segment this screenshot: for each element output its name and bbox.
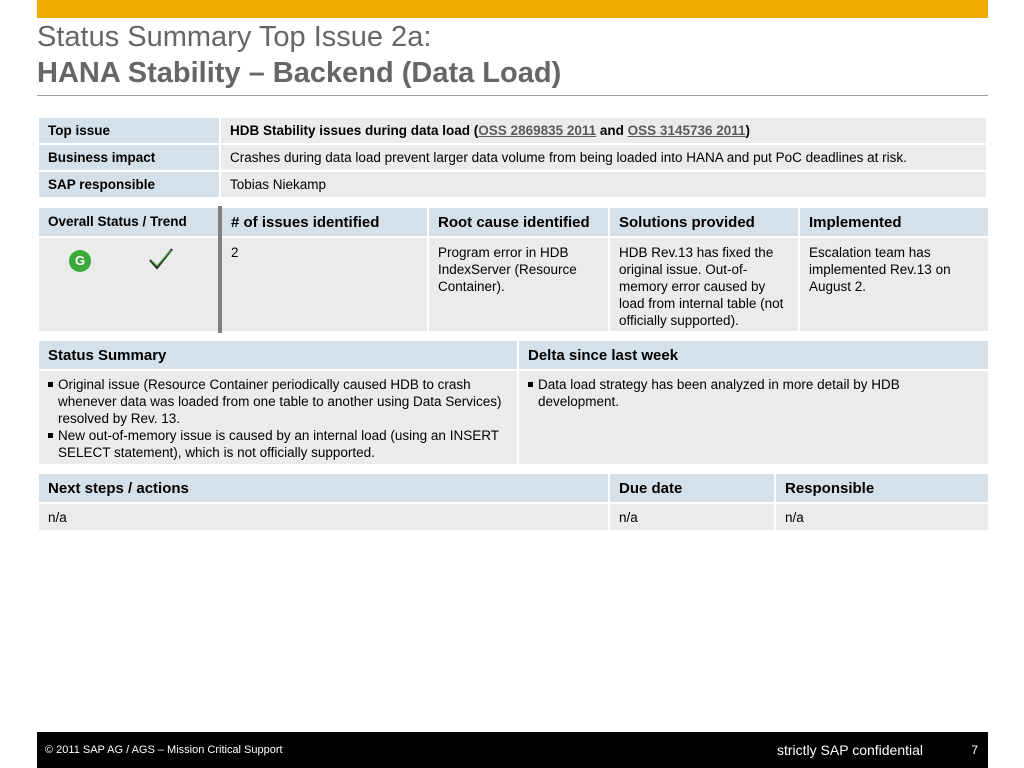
due-date-header: Due date — [609, 473, 775, 503]
overall-status-cell — [38, 237, 220, 332]
due-date-cell: n/a — [609, 503, 775, 531]
next-steps-table — [37, 472, 990, 532]
responsible-cell: n/a — [775, 503, 989, 531]
list-item: New out-of-memory issue is caused by an internal load (using an INSERT SELECT statement), which is not officially supported. — [48, 427, 508, 461]
oss-link-2[interactable]: OSS 3145736 2011 — [627, 123, 746, 138]
title-line-2: HANA Stability – Backend (Data Load) — [37, 57, 562, 89]
status-summary-cell — [38, 370, 518, 465]
footer-bar — [37, 732, 988, 768]
top-issue-value — [220, 117, 987, 144]
table-header-row — [38, 207, 989, 237]
status-badge: G — [69, 250, 91, 272]
status-summary-table — [37, 339, 990, 466]
table-row — [38, 144, 987, 171]
accent-bar — [37, 0, 988, 18]
responsible-header: Responsible — [775, 473, 989, 503]
top-issue-label: Top issue — [38, 117, 220, 144]
solutions-header: Solutions provided — [609, 207, 799, 237]
slide-title — [37, 20, 988, 92]
table-row — [38, 117, 987, 144]
top-issue-table — [37, 116, 988, 199]
footer-confidential: strictly SAP confidential — [777, 742, 924, 758]
status-summary-header: Status Summary — [38, 340, 518, 370]
sap-responsible-label: SAP responsible — [38, 171, 220, 198]
list-item: Data load strategy has been analyzed in more detail by HDB development. — [528, 376, 979, 410]
page-number: 7 — [971, 743, 978, 757]
list-item: Original issue (Resource Container periodically caused HDB to crash whenever data was loaded from one table to another using Data Services) resolved by Rev. 13. — [48, 376, 508, 427]
top-issue-suffix: ) — [745, 123, 751, 138]
root-cause-cell: Program error in HDB IndexServer (Resource Container). — [428, 237, 609, 332]
issues-identified-header: # of issues identified — [220, 207, 428, 237]
top-issue-prefix: HDB Stability issues during data load ( — [230, 123, 479, 138]
root-cause-header: Root cause identified — [428, 207, 609, 237]
implemented-header: Implemented — [799, 207, 989, 237]
check-icon — [147, 246, 175, 276]
table-row — [38, 171, 987, 198]
delta-cell — [518, 370, 989, 465]
issues-count-cell: 2 — [220, 237, 428, 332]
footer-copyright: © 2011 SAP AG / AGS – Mission Critical Support — [45, 744, 283, 756]
delta-list — [528, 376, 979, 410]
top-issue-and: and — [596, 123, 628, 138]
table-header-row — [38, 340, 989, 370]
table-row — [38, 237, 989, 332]
status-table — [37, 206, 990, 333]
delta-header: Delta since last week — [518, 340, 989, 370]
table-row — [38, 503, 989, 531]
sap-responsible-value: Tobias Niekamp — [220, 171, 987, 198]
overall-status-header: Overall Status / Trend — [38, 207, 220, 237]
oss-link-1[interactable]: OSS 2869835 2011 — [478, 123, 597, 138]
title-divider — [37, 95, 988, 96]
title-line-1: Status Summary Top Issue 2a: — [37, 21, 432, 53]
business-impact-value: Crashes during data load prevent larger data volume from being loaded into HANA and put PoC deadlines at risk. — [220, 144, 987, 171]
implemented-cell: Escalation team has implemented Rev.13 on August 2. — [799, 237, 989, 332]
next-steps-header: Next steps / actions — [38, 473, 609, 503]
next-steps-cell: n/a — [38, 503, 609, 531]
status-summary-list — [48, 376, 508, 461]
table-header-row — [38, 473, 989, 503]
business-impact-label: Business impact — [38, 144, 220, 171]
solutions-cell: HDB Rev.13 has fixed the original issue. Out-of-memory error caused by load from internal table (not officially supported). — [609, 237, 799, 332]
table-row — [38, 370, 989, 465]
